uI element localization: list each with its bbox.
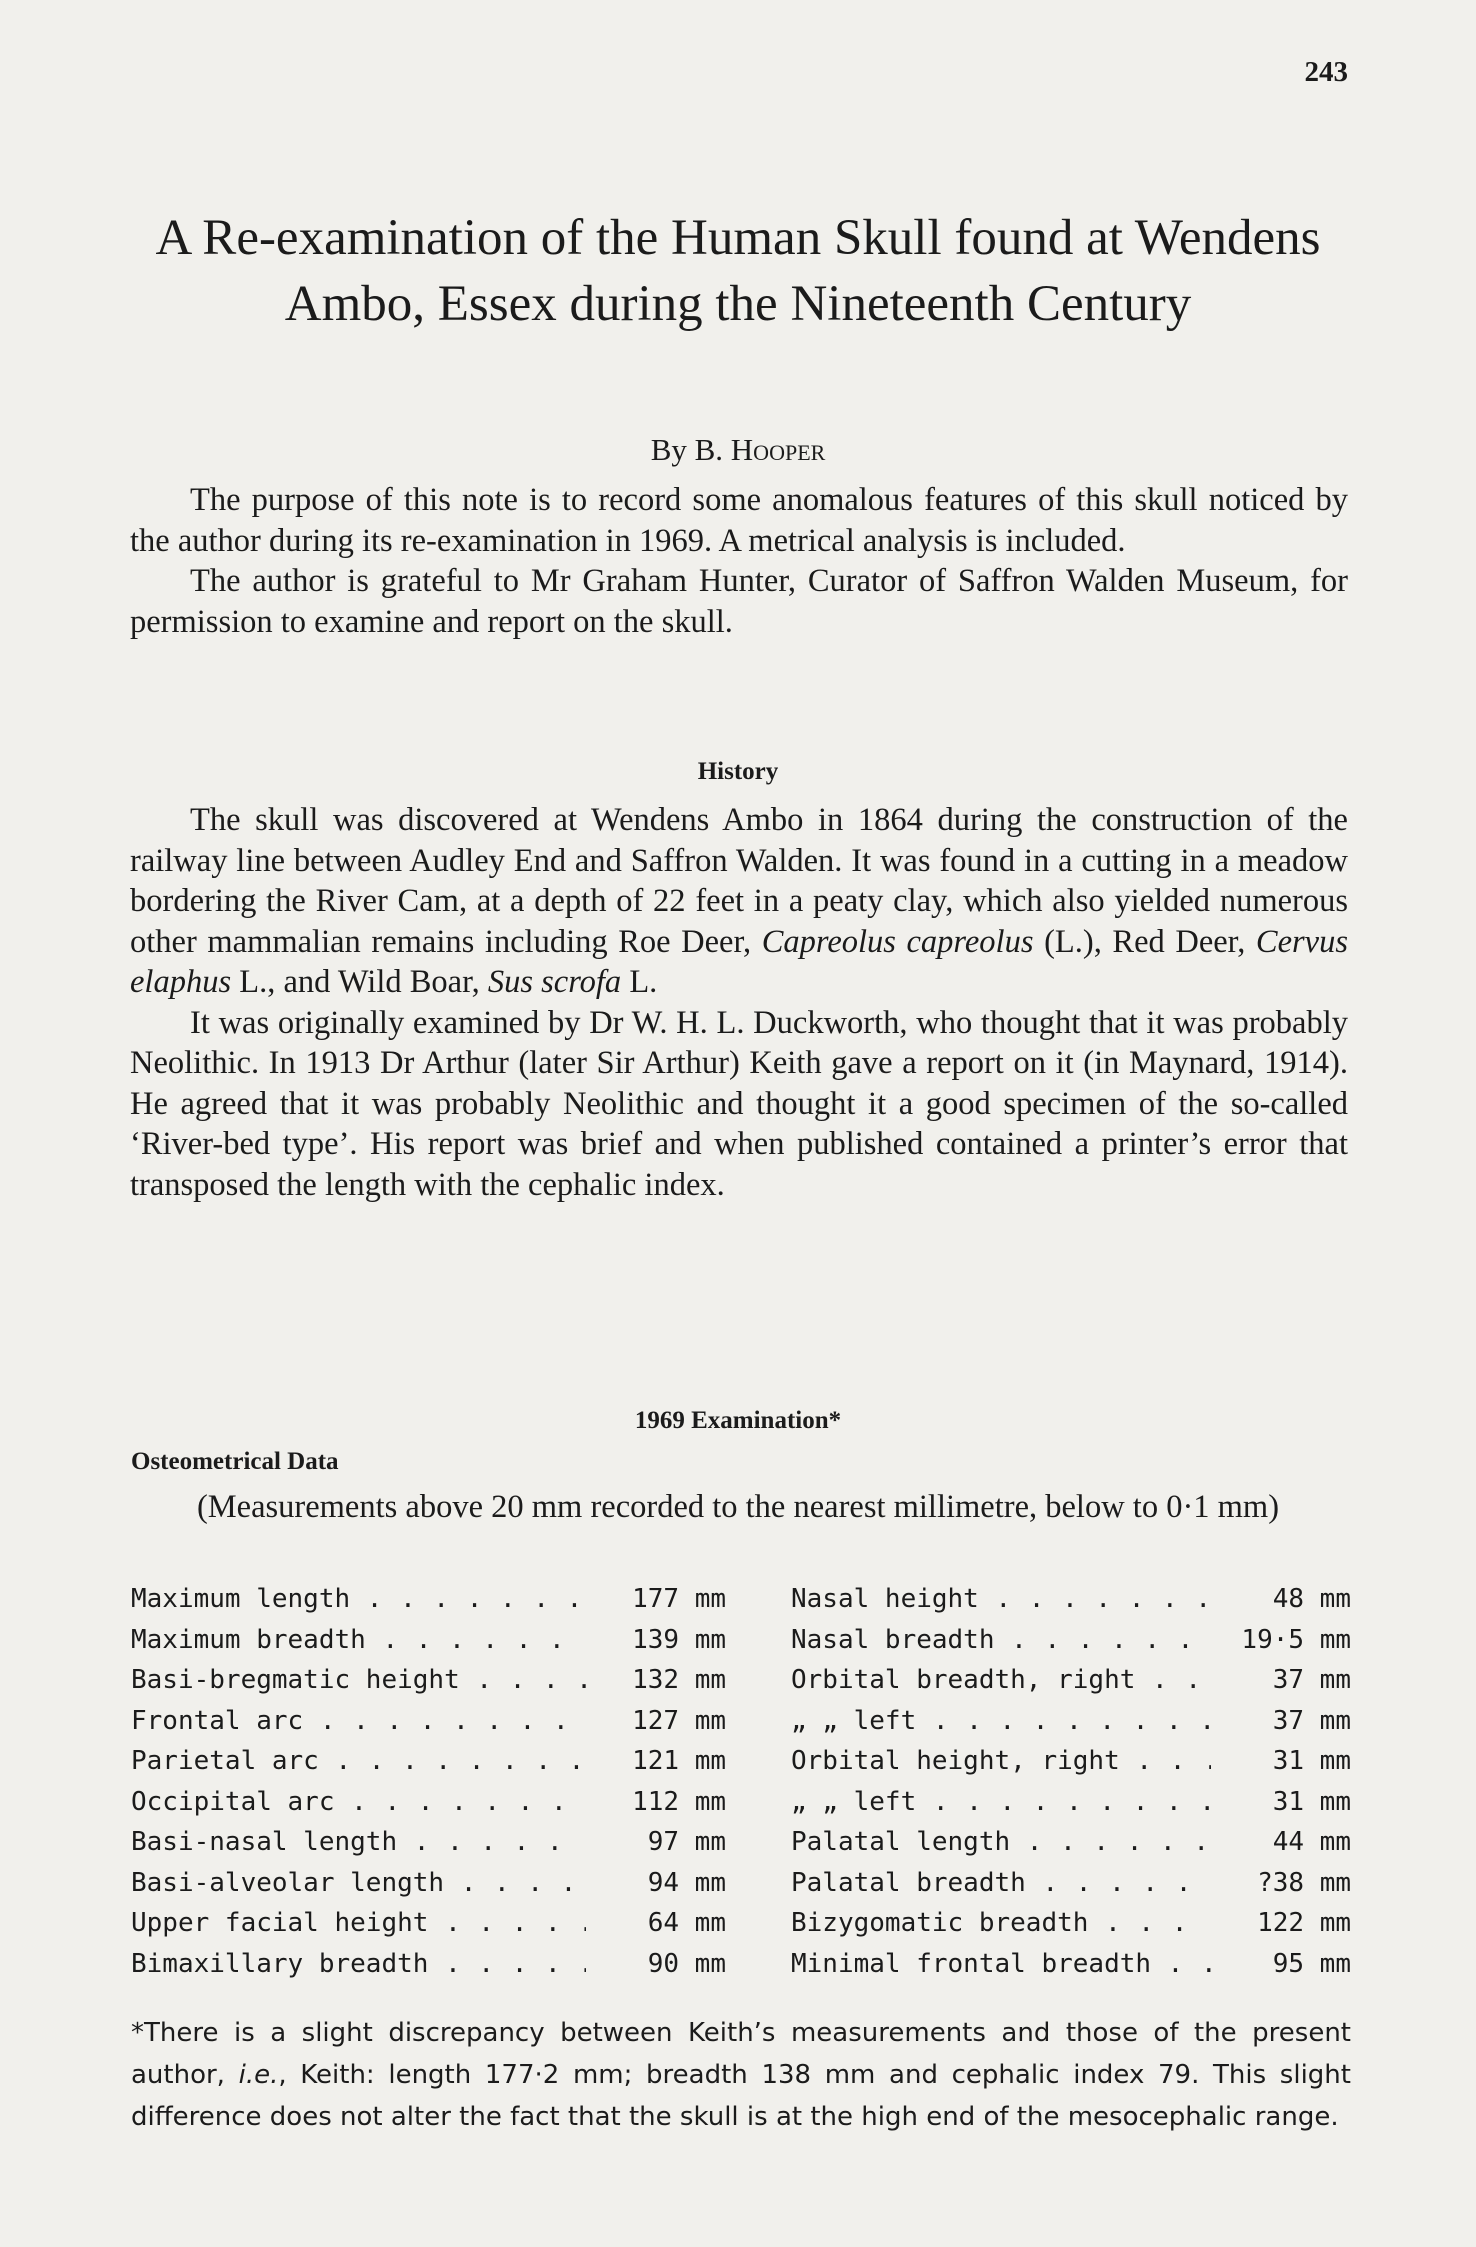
species-red-deer: Cervus elaphus bbox=[130, 923, 1348, 1000]
measurement-value: ?38 mm bbox=[1257, 1867, 1351, 1898]
table-row bbox=[131, 1827, 1351, 1868]
measurement-value: 95 mm bbox=[1272, 1948, 1351, 1979]
measurement-label: Palatal breadth . . . bbox=[791, 1868, 1211, 1898]
article-title: A Re-examination of the Human Skull found at Wendens Ambo, Essex during the Nineteenth Century bbox=[155, 210, 1321, 332]
measurement-label: Upper facial height . . . bbox=[131, 1908, 586, 1938]
measurement-label: Basi-bregmatic height . . . bbox=[131, 1665, 586, 1695]
table-row bbox=[131, 1665, 1351, 1706]
measurement-label: Maximum length . . . bbox=[131, 1584, 586, 1614]
history-text-b: (L.), Red Deer, bbox=[1033, 923, 1256, 960]
history-paragraph-2: It was originally examined by Dr W. H. L. Duckworth, who thought that it was probably Neolithic. In 1913 Dr Arthur (later Sir Arthur) Keith gave a report on it (in Maynard, 1914). He agreed that it was probably Neolithic and thought it a good specimen of the so-called ‘River-bed type’. His report was brief and when published contained a printer’s error that transposed the length with the cephalic index. bbox=[130, 1004, 1348, 1203]
measurement-label: Minimal frontal breadth . . . bbox=[791, 1949, 1211, 1979]
history-paragraph-1 bbox=[130, 800, 1348, 1003]
footnote bbox=[131, 2012, 1351, 2138]
measurement-value: 112 mm bbox=[632, 1786, 726, 1817]
measurement-label: Nasal height . . . bbox=[791, 1584, 1211, 1614]
measurement-value: 90 mm bbox=[647, 1948, 726, 1979]
measurement-value: 132 mm bbox=[632, 1665, 726, 1695]
osteometrical-subheading: Osteometrical Data bbox=[131, 1448, 339, 1475]
measurement-label: „ „ left . . . bbox=[791, 1787, 1211, 1817]
table-row bbox=[131, 1746, 1351, 1787]
measurement-value: 121 mm bbox=[632, 1746, 726, 1776]
table-row bbox=[131, 1949, 1351, 1990]
measurement-value: 122 mm bbox=[1257, 1908, 1351, 1938]
measurement-value: 139 mm bbox=[632, 1624, 726, 1655]
measurement-label: Occipital arc . . . bbox=[131, 1787, 586, 1817]
history-section bbox=[130, 800, 1348, 1205]
measurement-label: Frontal arc . . . bbox=[131, 1706, 586, 1736]
species-wild-boar: Sus scrofa bbox=[487, 964, 622, 1000]
measurement-value: 177 mm bbox=[632, 1584, 726, 1614]
measurement-label: „ „ left . . . bbox=[791, 1706, 1211, 1736]
table-row bbox=[131, 1625, 1351, 1666]
measurement-label: Bizygomatic breadth . . . bbox=[791, 1908, 1211, 1938]
measurement-label: Bimaxillary breadth . . . bbox=[131, 1949, 586, 1979]
history-heading: History bbox=[697, 758, 779, 785]
measurement-label: Orbital height, right . . . bbox=[791, 1746, 1211, 1776]
byline bbox=[0, 432, 1476, 468]
measurement-value: 48 mm bbox=[1272, 1584, 1351, 1614]
intro-section bbox=[130, 480, 1348, 642]
table-row bbox=[131, 1868, 1351, 1909]
measurement-label: Maximum breadth . . . bbox=[131, 1625, 586, 1655]
measurement-value: 97 mm bbox=[647, 1827, 726, 1857]
table-row bbox=[131, 1908, 1351, 1949]
footnote-ie: i.e. bbox=[238, 2060, 279, 2090]
byline-prefix: By B. bbox=[650, 432, 724, 467]
measurement-label: Basi-nasal length . . . bbox=[131, 1827, 586, 1857]
measurement-label: Parietal arc . . . bbox=[131, 1746, 586, 1776]
footnote-text-a: *There is a slight discrepancy between Keith’s measurements and those of the present author, bbox=[131, 2018, 1351, 2090]
author-name: Hooper bbox=[730, 432, 826, 467]
measurements-table bbox=[131, 1584, 1351, 1989]
page-number: 243 bbox=[1304, 56, 1348, 88]
examination-heading: 1969 Examination* bbox=[634, 1407, 842, 1434]
history-text-c: L., and Wild Boar, bbox=[231, 964, 488, 1000]
history-text-d: L. bbox=[621, 964, 658, 1000]
measurement-value: 64 mm bbox=[647, 1908, 726, 1938]
table-row bbox=[131, 1584, 1351, 1625]
intro-paragraph-1: The purpose of this note is to record some anomalous features of this skull noticed by the author during its re-examination in 1969. A metrical analysis is included. bbox=[130, 482, 1348, 559]
measurement-label: Orbital breadth, right . . . bbox=[791, 1665, 1211, 1695]
measurement-value: 37 mm bbox=[1272, 1665, 1351, 1695]
measurement-value: 127 mm bbox=[632, 1705, 726, 1736]
species-roe-deer: Capreolus capreolus bbox=[761, 923, 1034, 960]
footnote-text-b: , Keith: length 177·2 mm; breadth 138 mm and cephalic index 79. This slight difference does not alter the fact that the skull is at the high end of the mesocephalic range. bbox=[131, 2060, 1351, 2132]
measurement-label: Palatal length . . . bbox=[791, 1827, 1211, 1857]
measurement-value: 44 mm bbox=[1272, 1827, 1351, 1857]
measurement-label: Nasal breadth . . . bbox=[791, 1625, 1211, 1655]
measurement-label: Basi-alveolar length . . . bbox=[131, 1868, 586, 1898]
table-row bbox=[131, 1706, 1351, 1747]
measurement-value: 94 mm bbox=[647, 1867, 726, 1898]
measurement-value: 31 mm bbox=[1272, 1746, 1351, 1776]
history-text-a: The skull was discovered at Wendens Ambo in 1864 during the construction of the railway line between Audley End and Saffron Walden. It was found in a cutting in a meadow bordering the River Cam, at a depth of 22 feet in a peaty clay, which also yielded numerous other mammalian remains including Roe Deer, bbox=[130, 802, 1348, 960]
measurement-value: 19·5 mm bbox=[1241, 1624, 1351, 1655]
table-row bbox=[131, 1787, 1351, 1828]
measurement-value: 31 mm bbox=[1272, 1786, 1351, 1817]
measurement-value: 37 mm bbox=[1272, 1705, 1351, 1736]
measurement-note: (Measurements above 20 mm recorded to the nearest millimetre, below to 0·1 mm) bbox=[196, 1489, 1280, 1525]
intro-paragraph-2: The author is grateful to Mr Graham Hunter, Curator of Saffron Walden Museum, for permission to examine and report on the skull. bbox=[130, 563, 1348, 640]
